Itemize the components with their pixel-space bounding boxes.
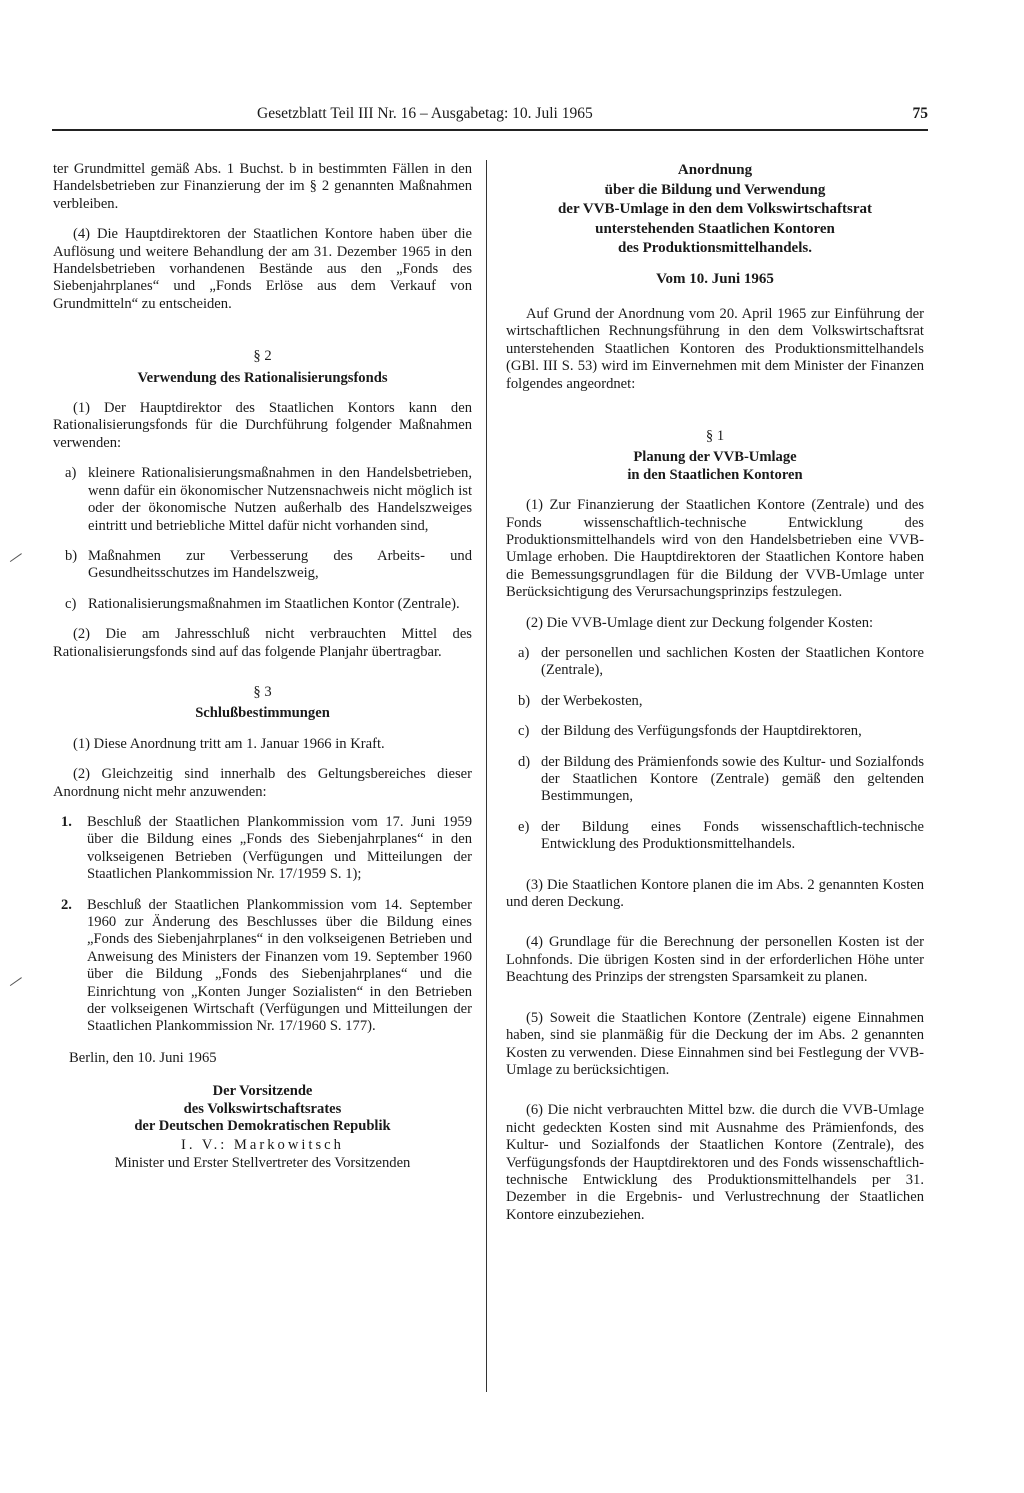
list-text: der Bildung des Verfügungsfonds der Hauptdirektoren, (541, 723, 862, 740)
section-1-paragraph-5: (5) Soweit die Staatlichen Kontore (Zentrale) eigene Einnahmen haben, sind sie planmäßig für die Deckung der im Abs. 2 genannten Kosten zu verwenden. Diese Einnahmen sind bei Festlegung der VVB-Umlage zu berücksichtigen. (506, 1009, 924, 1078)
section-1-title (506, 449, 924, 484)
section-2-paragraph-1: (1) Der Hauptdirektor des Staatlichen Kontors kann den Rationalisierungsfonds für die Durchführung folgender Maßnahmen verwenden: (53, 400, 472, 451)
list-marker: c) (518, 723, 530, 740)
signature-line: Der Vorsitzende (212, 1083, 313, 1100)
list-item (53, 897, 472, 1036)
title-line: der VVB-Umlage in den dem Volkswirtschaftsrat (557, 201, 873, 217)
title-line: in den Staatlichen Kontoren (627, 466, 803, 483)
continued-paragraph: ter Grundmittel gemäß Abs. 1 Buchst. b in bestimmten Fällen in den Handelsbetrieben zur Finanzierung der im § 2 genannten Maßnahmen verbleiben. (53, 161, 472, 212)
list-item (506, 693, 924, 710)
section-3-paragraph-2: (2) Gleichzeitig sind innerhalb des Geltungsbereiches dieser Anordnung nicht mehr anzuwenden: (53, 766, 472, 800)
column-divider (486, 160, 487, 1392)
ordinance-title (506, 161, 924, 259)
list-marker: c) (65, 595, 77, 612)
signatory-role: Minister und Erster Stellvertreter des Vorsitzenden (114, 1154, 411, 1171)
margin-tick-mark (4, 969, 22, 986)
left-column (53, 161, 472, 1172)
list-text: der personellen und sachlichen Kosten der Staatlichen Kontore (Zentrale), (541, 645, 924, 679)
list-text: Rationalisierungsmaßnahmen im Staatlichen Kontor (Zentrale). (88, 595, 460, 612)
signature-block (53, 1083, 472, 1135)
list-item (506, 645, 924, 680)
section-1-paragraph-4: (4) Grundlage für die Berechnung der personellen Kosten ist der Lohnfonds. Die übrigen Kosten sind in der erforderlichen Höhe unter Beachtung des Prinzips der strengsten Sparsamkeit zu planen. (506, 934, 924, 986)
section-3-number: § 3 (253, 683, 272, 700)
list-marker: 1. (61, 813, 72, 830)
section-2-title: Verwendung des Rationalisierungsfonds (137, 369, 388, 386)
section-1-paragraph-3: (3) Die Staatlichen Kontore planen die im Abs. 2 genannten Kosten und deren Deckung. (506, 876, 924, 911)
section-3-paragraph-1: (1) Diese Anordnung tritt am 1. Januar 1966 in Kraft. (73, 735, 385, 752)
header-title: Gesetzblatt Teil III Nr. 16 – Ausgabetag: 10. Juli 1965 (257, 105, 593, 122)
page-number: 75 (912, 105, 928, 122)
margin-tick-mark (4, 545, 22, 562)
title-line: über die Bildung und Verwendung (604, 181, 826, 198)
list-marker: a) (518, 645, 530, 661)
list-marker: b) (65, 547, 78, 564)
preamble: Auf Grund der Anordnung vom 20. April 1965 zur Einführung der wirtschaftlichen Rechnungsführung in den dem Volkswirtschaftsrat unterstehenden Staatlichen Kontoren des Produktionsmittelhandels (GBl. III S. 53) wird im Einvernehmen mit dem Minister der Finanzen folgendes angeordnet: (506, 305, 924, 392)
section-1-paragraph-1: (1) Zur Finanzierung der Staatlichen Kontore (Zentrale) und des Fonds wissenschaftlich-technische Entwicklung des Produktionsmittelhandels wird von den Handelsbetrieben eine VVB-Umlage erhoben. Die Hauptdirektoren der Staatlichen Kontore haben die Bemessungsgrundlagen für die Bildung der VVB-Umlage unter Berücksichtigung des Verursachungsprinzips festzulegen. (506, 497, 924, 601)
list-item (53, 596, 472, 613)
section-1-paragraph-2: (2) Die VVB-Umlage dient zur Deckung folgender Kosten: (526, 614, 874, 631)
section-1-number: § 1 (705, 427, 725, 444)
list-item (506, 819, 924, 854)
title-line: Anordnung (677, 162, 753, 178)
section-3-title: Schlußbestimmungen (195, 705, 330, 722)
list-text: Maßnahmen zur Verbesserung des Arbeits- und Gesundheitsschutzes im Handelszweig, (88, 547, 472, 582)
place-and-date: Berlin, den 10. Juni 1965 (69, 1049, 217, 1066)
list-marker: 2. (61, 896, 72, 913)
section-1-paragraph-6: (6) Die nicht verbrauchten Mittel bzw. die durch die VVB-Umlage nicht gedeckten Kosten sind mit Ausnahme des Prämienfonds, des Kultur- und Sozialfonds der Staatlichen Kontore (Zentrale), des Verfügungsfonds der Hauptdirektoren und des Fonds wissenschaftlich-technische Entwicklung des Produktionsmittelhandels per 31. Dezember in die Ergebnis- und Verlustrechnung der Staatlichen Kontore einzubeziehen. (506, 1102, 924, 1223)
list-text: der Bildung des Prämienfonds sowie des Kultur- und Sozialfonds der Staatlichen Kontore (Zentrale) gemäß den geltenden Bestimmungen, (541, 753, 924, 805)
list-item (506, 754, 924, 806)
paragraph-4: (4) Die Hauptdirektoren der Staatlichen Kontore haben über die Auflösung und weitere Behandlung der am 31. Dezember 1965 in den Handelsbetrieben vorhandenen Bestände aus den „Fonds des Siebenjahrplanes“ und „Fonds Erlöse aus dem Verkauf von Grundmitteln“ zu entscheiden. (53, 226, 472, 312)
section-2-paragraph-2: (2) Die am Jahresschluß nicht verbrauchten Mittel des Rationalisierungsfonds sind auf das folgende Planjahr übertragbar. (53, 626, 472, 660)
list-marker: e) (518, 818, 530, 835)
list-text: Beschluß der Staatlichen Plankommission vom 17. Juni 1959 über die Bildung eines „Fonds des Siebenjahrplanes“ in den volkseigenen Betrieben (Verfügungen und Mitteilungen der Staatlichen Plankommission Nr. 17/1959 S. 1); (87, 813, 472, 883)
list-item (53, 814, 472, 884)
list-item (506, 723, 924, 740)
ordinance-date: Vom 10. Juni 1965 (656, 270, 774, 287)
list-text: Beschluß der Staatlichen Plankommission vom 14. September 1960 zur Änderung des Beschlusses über die Bildung eines „Fonds des Siebenjahrplanes“ in den volkseigenen Betrieben und Anweisung des Ministers der Finanzen vom 19. September 1960 über die Bildung „Fonds des Siebenjahrplanes“ und die Einrichtung von „Konten Junger Sozialisten“ in den Betrieben der volkseigenen Wirtschaft (Verfügungen und Mitteilungen der Staatlichen Plankommission Nr. 17/1960 S. 177). (87, 896, 472, 1035)
signature-line: der Deutschen Demokratischen Republik (134, 1118, 391, 1135)
title-line: unterstehenden Staatlichen Kontoren (595, 220, 835, 237)
list-item (53, 465, 472, 535)
title-line: Planung der VVB-Umlage (633, 449, 797, 466)
signatory-name: I. V.: Markowitsch (181, 1137, 344, 1154)
list-text: der Werbekosten, (541, 692, 643, 709)
list-marker: b) (518, 692, 531, 709)
list-text: der Bildung eines Fonds wissenschaftlich-technische Entwicklung des Produktionsmittelhandels. (541, 818, 924, 853)
section-2-number: § 2 (253, 348, 272, 365)
list-marker: a) (65, 465, 77, 482)
list-text: kleinere Rationalisierungsmaßnahmen in den Handelsbetrieben, wenn dafür ein ökonomischer Nutzensnachweis nicht möglich ist oder der ökonomische Nutzen außerhalb des Handelszweiges eintritt und betriebliche Mittel dafür nicht vorhanden sind, (88, 465, 472, 534)
title-line: des Produktionsmittelhandels. (618, 240, 812, 256)
right-column (506, 161, 924, 1237)
list-marker: d) (518, 753, 531, 770)
signature-line: des Volkswirtschaftsrates (183, 1100, 342, 1117)
list-item (53, 548, 472, 583)
header-rule (52, 129, 928, 131)
